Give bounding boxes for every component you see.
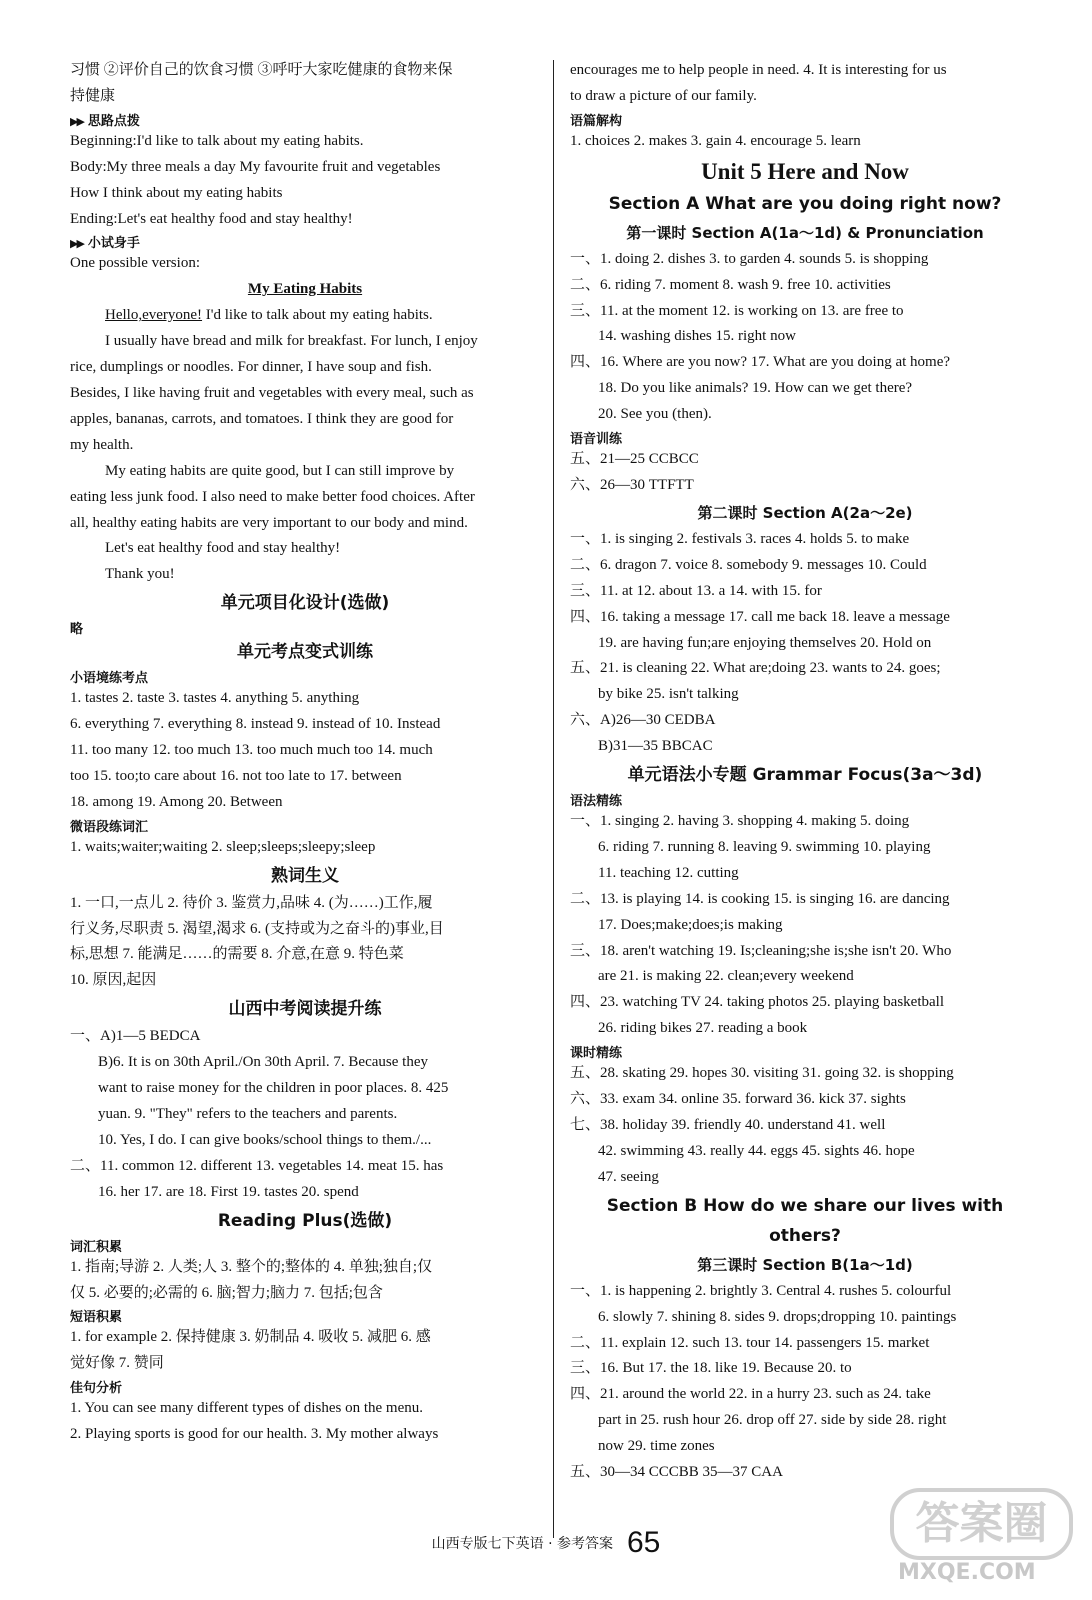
footer-text: 山西专版七下英语 · 参考答案	[431, 1536, 613, 1552]
text-line: 18. among 19. Among 20. Between	[70, 793, 283, 810]
text-line: 16. her 17. are 18. First 19. tastes 20. spend	[98, 1183, 359, 1200]
text-line: yuan. 9. "They" refers to the teachers and parents.	[98, 1106, 398, 1122]
text-line: 六、33. exam 34. online 35. forward 36. kick 37. sights	[570, 1091, 906, 1108]
double-arrow-icon: ▶▶	[70, 114, 83, 128]
text-line: 二、13. is playing 14. is cooking 15. is singing 16. are dancing	[570, 890, 950, 907]
text-line: 一、1. doing 2. dishes 3. to garden 4. sounds 5. is shopping	[570, 250, 929, 267]
text-line: 1. choices 2. makes 3. gain 4. encourage 5. learn	[570, 132, 861, 149]
text-line: 47. seeing	[598, 1168, 659, 1185]
text-line: 42. swimming 43. really 44. eggs 45. sights 46. hope	[598, 1142, 915, 1159]
double-arrow-icon: ▶▶	[70, 237, 83, 251]
text-line: 五、21. is cleaning 22. What are;doing 23. wants to 24. goes;	[570, 660, 941, 677]
left-column	[70, 58, 540, 1448]
heading: 山西中考阅读提升练	[228, 999, 382, 1020]
text-line: Body:My three meals a day My favourite fruit and vegetables	[70, 158, 441, 175]
text-line: One possible version:	[70, 255, 200, 272]
text-line: part in 25. rush hour 26. drop off 27. side by side 28. right	[598, 1412, 947, 1429]
text-line: Hello,everyone! I'd like to talk about my eating habits.	[105, 307, 433, 324]
text-line: all, healthy eating habits are very important to our body and mind.	[70, 514, 468, 531]
section-label: 佳句分析	[70, 1381, 123, 1397]
text-line: 26. riding bikes 27. reading a book	[598, 1020, 808, 1037]
text-line: 七、38. holiday 39. friendly 40. understand 41. well	[570, 1117, 886, 1133]
text-line: 6. riding 7. running 8. leaving 9. swimming 10. playing	[598, 838, 931, 855]
watermark-url: MXQE.COM	[898, 1560, 1036, 1585]
text-line: 四、23. watching TV 24. taking photos 25. playing basketball	[570, 994, 944, 1011]
heading: 第一课时 Section A(1a～1d) & Pronunciation	[626, 223, 984, 242]
text-line: Beginning:I'd like to talk about my eating habits.	[70, 132, 364, 149]
text-line: 1. waits;waiter;waiting 2. sleep;sleeps;sleepy;sleep	[70, 838, 376, 855]
text-line: 19. are having fun;are enjoying themselves 20. Hold on	[598, 634, 932, 651]
heading: 单元语法小专题 Grammar Focus(3a～3d)	[627, 765, 983, 786]
heading: My Eating Habits	[247, 281, 363, 298]
text-line: by bike 25. isn't talking	[598, 686, 739, 703]
text-line: rice, dumplings or noodles. For dinner, I have soup and fish.	[70, 359, 432, 376]
section-label: 语音训练	[570, 432, 623, 448]
text-line: 六、26—30 TTFTT	[570, 476, 694, 493]
text-line: 三、18. aren't watching 19. Is;cleaning;she is;she isn't 20. Who	[570, 942, 952, 959]
text-line: My eating habits are quite good, but I can still improve by	[105, 462, 455, 479]
heading: 第三课时 Section B(1a～1d)	[697, 1255, 913, 1274]
text-line: encourages me to help people in need. 4. It is interesting for us	[570, 62, 947, 78]
text-line: 习惯 ②评价自己的饮食习惯 ③呼吁大家吃健康的食物来保	[70, 62, 453, 78]
text-line: 6. slowly 7. shining 8. sides 9. drops;dropping 10. paintings	[598, 1308, 957, 1325]
section-label: ▶▶ 思路点拨	[70, 113, 140, 129]
text-line: 六、A)26—30 CEDBA	[570, 712, 716, 729]
heading: Section B How do we share our lives with others?	[606, 1195, 1004, 1246]
text-line: 1. You can see many different types of dishes on the menu.	[70, 1400, 423, 1417]
text-line: 二、6. riding 7. moment 8. wash 9. free 10. activities	[570, 276, 891, 293]
text-line: 二、6. dragon 7. voice 8. somebody 9. messages 10. Could	[570, 556, 927, 573]
text-line: Let's eat healthy food and stay healthy!	[105, 540, 341, 557]
heading: 单元考点变式训练	[237, 642, 373, 663]
text-line: 五、21—25 CCBCC	[570, 451, 699, 468]
section-label: 语法精练	[570, 794, 623, 810]
text-line: I usually have bread and milk for breakfast. For lunch, I enjoy	[105, 333, 478, 350]
text-line: 17. Does;make;does;is making	[598, 916, 783, 933]
text-line: How I think about my eating habits	[70, 184, 283, 201]
text-line: 仅 5. 必要的;必需的 6. 脑;智力;脑力 7. 包括;包含	[70, 1284, 383, 1301]
text-line: 持健康	[70, 87, 116, 104]
text-line: my health.	[70, 436, 134, 453]
text-line: are 21. is making 22. clean;every weekend	[598, 968, 854, 985]
text-line: 11. too many 12. too much 13. too much much too 14. much	[70, 742, 433, 759]
text-line: 标,思想 7. 能满足……的需要 8. 介意,在意 9. 特色菜	[70, 946, 404, 963]
text-line: 五、28. skating 29. hopes 30. visiting 31. going 32. is shopping	[570, 1065, 954, 1082]
heading: 熟词生义	[271, 865, 339, 886]
text-line: Thank you!	[105, 566, 175, 583]
text-line: to draw a picture of our family.	[570, 87, 757, 104]
text-line: 2. Playing sports is good for our health. 3. My mother always	[70, 1426, 439, 1443]
text-line: 二、11. explain 12. such 13. tour 14. passengers 15. market	[570, 1334, 930, 1351]
text-line: 四、16. taking a message 17. call me back 18. leave a message	[570, 608, 950, 625]
section-label: ▶▶ 小试身手	[70, 236, 140, 252]
text-line: 一、1. is singing 2. festivals 3. races 4. holds 5. to make	[570, 530, 910, 547]
text-line: apples, bananas, carrots, and tomatoes. I think they are good for	[70, 410, 454, 427]
text-line: eating less junk food. I also need to make better food choices. After	[70, 488, 475, 505]
section-label: 词汇积累	[70, 1239, 123, 1255]
text-line: B)6. It is on 30th April./On 30th April. 7. Because they	[98, 1054, 428, 1071]
text-line: Ending:Let's eat healthy food and stay healthy!	[70, 210, 353, 227]
text-line: too 15. too;to care about 16. not too late to 17. between	[70, 767, 402, 784]
text-line: 11. teaching 12. cutting	[598, 864, 739, 881]
text-line: 1. 指南;导游 2. 人类;人 3. 整个的;整体的 4. 单独;独自;仅	[70, 1258, 433, 1275]
text-line: 四、16. Where are you now? 17. What are you doing at home?	[570, 354, 951, 371]
section-label: 语篇解构	[570, 113, 623, 129]
text-line: 三、16. But 17. the 18. like 19. Because 20. to	[570, 1360, 852, 1377]
text-line: 6. everything 7. everything 8. instead 9. instead of 10. Instead	[70, 716, 441, 733]
watermark-seal: 答案圈	[890, 1488, 1073, 1560]
text-line: 1. tastes 2. taste 3. tastes 4. anything 5. anything	[70, 690, 360, 707]
text-line: 四、21. around the world 22. in a hurry 23. such as 24. take	[570, 1386, 931, 1403]
text-line: 18. Do you like animals? 19. How can we get there?	[598, 380, 913, 397]
text-line: want to raise money for the children in poor places. 8. 425	[98, 1080, 449, 1097]
text-line: 20. See you (then).	[598, 406, 712, 423]
section-label: 略	[70, 622, 84, 638]
heading: Section A What are you doing right now?	[608, 193, 1002, 214]
section-label: 小语境练考点	[70, 671, 149, 687]
text-line: Besides, I like having fruit and vegetables with every meal, such as	[70, 384, 474, 401]
text-line: 二、11. common 12. different 13. vegetables 14. meat 15. has	[70, 1157, 444, 1174]
text-line: now 29. time zones	[598, 1438, 715, 1455]
section-label: 微语段练词汇	[70, 819, 149, 835]
text-line: 三、11. at the moment 12. is working on 13. are free to	[570, 302, 904, 319]
text-line: 14. washing dishes 15. right now	[598, 328, 796, 345]
heading: 单元项目化设计(选做)	[220, 593, 390, 614]
watermark-logo	[890, 1488, 1070, 1588]
text-line: 10. Yes, I do. I can give books/school things to them./...	[98, 1131, 432, 1148]
text-line: 三、11. at 12. about 13. a 14. with 15. for	[570, 582, 822, 599]
text-line: 觉好像 7. 赞同	[70, 1355, 164, 1372]
heading: Unit 5 Here and Now	[701, 158, 909, 184]
text-line: 1. 一口,一点儿 2. 待价 3. 鉴赏力,品味 4. (为……)工作,履	[70, 894, 433, 911]
text-line: 行义务,尽职责 5. 渴望,渴求 6. (支持或为之奋斗的)事业,目	[70, 920, 444, 937]
text-line: B)31—35 BBCAC	[598, 738, 713, 755]
text-line: 一、A)1—5 BEDCA	[70, 1028, 201, 1045]
section-label: 短语积累	[70, 1310, 123, 1326]
column-divider	[553, 60, 554, 1538]
text-line: 一、1. is happening 2. brightly 3. Central 4. rushes 5. colourful	[570, 1282, 952, 1299]
section-label: 课时精练	[570, 1046, 623, 1062]
text-line: 五、30—34 CCCBB 35—37 CAA	[570, 1464, 783, 1481]
text-line: 1. for example 2. 保持健康 3. 奶制品 4. 吸收 5. 减肥 6. 感	[70, 1329, 431, 1346]
page-number: 65	[626, 1526, 661, 1559]
heading: 第二课时 Section A(2a～2e)	[697, 503, 913, 522]
right-column	[570, 58, 1040, 1486]
text-line: 10. 原因,起因	[70, 972, 157, 989]
text-line: 一、1. singing 2. having 3. shopping 4. making 5. doing	[570, 813, 910, 830]
heading: Reading Plus(选做)	[217, 1210, 393, 1231]
